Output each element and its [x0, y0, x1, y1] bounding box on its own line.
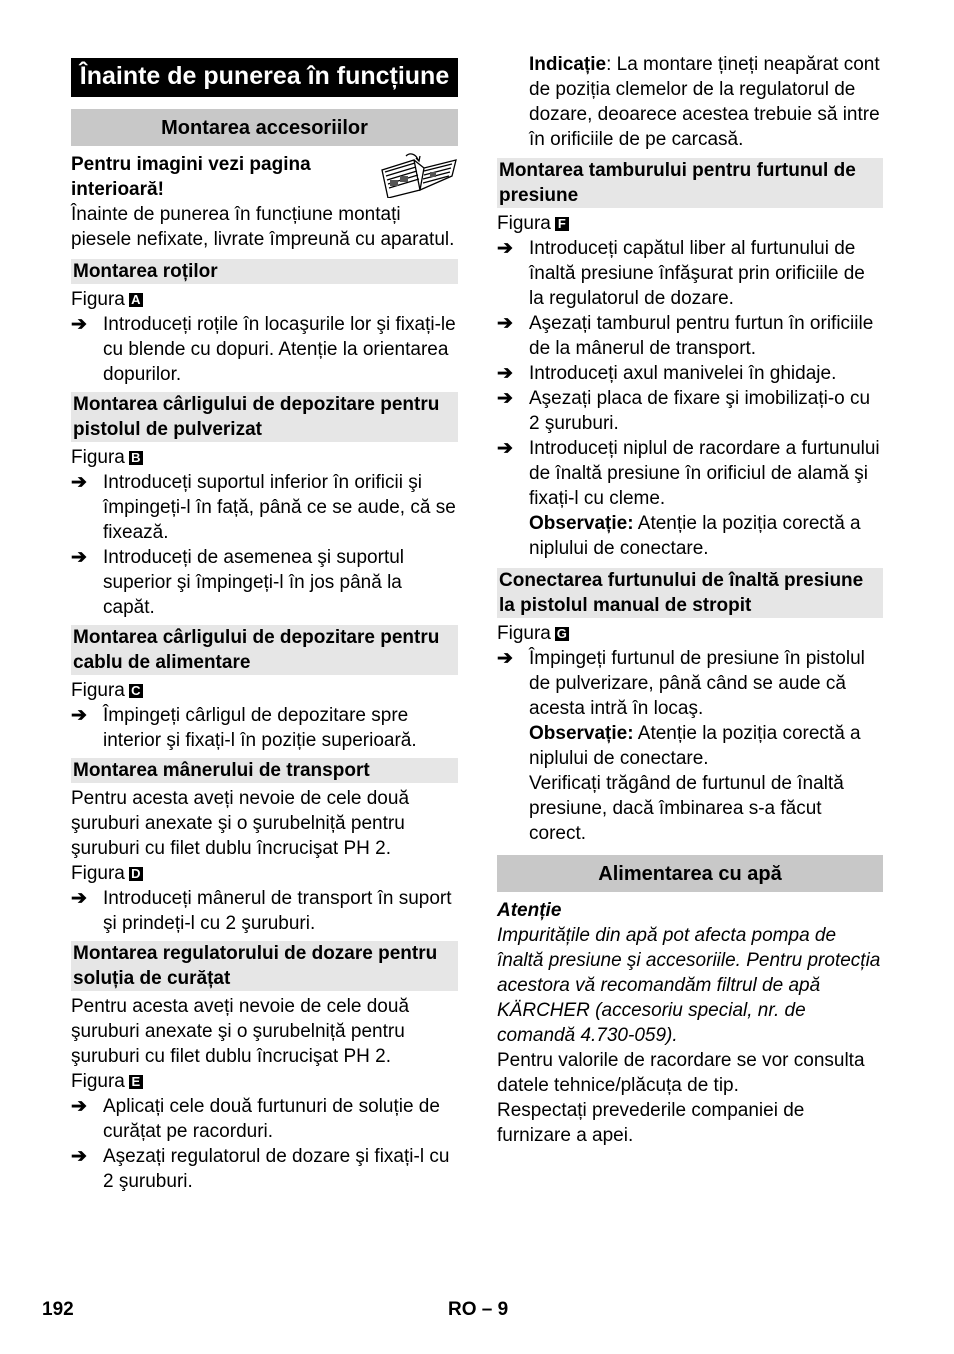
arrow-right-icon: ➔ — [71, 1146, 87, 1167]
page-number: 192 — [42, 1299, 74, 1320]
figure-letter-badge: B — [129, 451, 143, 465]
arrow-right-icon: ➔ — [71, 472, 87, 493]
subsection-header-carlig-pistol: Montarea cârligului de depozitare pentru pistolul de pulverizat — [71, 392, 458, 442]
subsection-header-tambur: Montarea tamburului pentru furtunul de presiune — [497, 158, 883, 208]
figure-reference: Figura D — [71, 861, 458, 886]
figure-letter-badge: F — [555, 217, 569, 231]
figure-reference: Figura B — [71, 445, 458, 470]
intro-text: Înainte de punerea în funcțiune montați piesele nefixate, livrate împreună cu aparatul. — [71, 204, 455, 250]
arrow-right-icon: ➔ — [497, 238, 513, 259]
arrow-right-icon: ➔ — [497, 363, 513, 384]
list-item: ➔ Aplicați cele două furtunuri de soluție de curățat pe racorduri. — [71, 1096, 440, 1142]
arrow-right-icon: ➔ — [497, 388, 513, 409]
figure-letter-badge: D — [129, 867, 143, 881]
subsection-header-regulator: Montarea regulatorului de dozare pentru soluția de curățat — [71, 941, 458, 991]
subsection-header-maner: Montarea mânerului de transport — [71, 758, 458, 783]
list-item: ➔ Introduceți capătul liber al furtunului de înaltă presiune înfăşurat prin orificiile de la regulatorul de dozare. — [497, 238, 865, 309]
subsection-header-carlig-cablu: Montarea cârligului de depozitare pentru cablu de alimentare — [71, 625, 458, 675]
indicatie-note: Indicație: La montare țineți neapărat cont de poziția clemelor de la regulatorul de dozare, deoarece acestea trebuie să intre în orificiile de pe carcasă. — [529, 54, 880, 150]
intro-block — [71, 152, 458, 252]
list-item: ➔ Introduceți roțile în locaşurile lor şi fixați-le cu blende cu dopuri. Atenție la orientarea dopurilor. — [71, 314, 456, 385]
list-item: ➔ Introduceți mânerul de transport în suport şi prindeți-l cu 2 şuruburi. — [71, 888, 452, 934]
arrow-right-icon: ➔ — [71, 314, 87, 335]
list-item: ➔ Aşezați placa de fixare şi imobilizați-o cu 2 şuruburi. — [497, 388, 871, 434]
list-item: ➔ Introduceți de asemenea şi suportul superior şi împingeți-l în jos până la capăt. — [71, 547, 405, 618]
arrow-right-icon: ➔ — [71, 705, 87, 726]
list-item: ➔ Împingeți cârligul de depozitare spre interior şi fixați-l în poziție superioară. — [71, 705, 417, 751]
apa-paragraph: Pentru valorile de racordare se vor consulta datele tehnice/plăcuța de tip. — [497, 1050, 865, 1096]
figure-reference: Figura E — [71, 1069, 458, 1094]
figure-reference: Figura G — [497, 623, 567, 644]
page-title: Înainte de punerea în funcțiune — [71, 58, 458, 97]
figure-reference: Figura F — [497, 211, 883, 236]
subsection-header-conectare: Conectarea furtunului de înaltă presiune la pistolul manual de stropit — [497, 568, 883, 618]
subsection-header-roti: Montarea roților — [71, 259, 458, 284]
figure-letter-badge: C — [129, 684, 143, 698]
atentie-label: Atenție — [497, 900, 562, 921]
arrow-right-icon: ➔ — [497, 648, 513, 669]
right-column — [497, 52, 883, 1148]
regulator-text: Pentru acesta aveți nevoie de cele două şuruburi anexate şi o şurubelniță pentru şuruburi cu filet dublu încrucişat PH 2. — [71, 996, 410, 1067]
intro-bold-note: Pentru imagini vezi pagina interioară! — [71, 154, 311, 200]
arrow-right-icon: ➔ — [71, 888, 87, 909]
verificare-text: Verificați trăgând de furtunul de înaltă presiune, dacă îmbinarea s-a făcut corect. — [529, 773, 844, 844]
list-item: ➔ Introduceți suportul inferior în orificii şi împingeți-l în față, până ce se aude, că se fixează. — [71, 472, 456, 543]
arrow-right-icon: ➔ — [71, 547, 87, 568]
figure-reference: Figura A — [71, 287, 458, 312]
figure-letter-badge: A — [129, 293, 143, 307]
list-item: ➔ Introduceți axul manivelei în ghidaje. — [497, 363, 837, 384]
observatie-note: Observație: Atenție la poziția corectă a niplului de conectare. — [529, 723, 861, 769]
section-header-accesorii: Montarea accesoriilor — [71, 109, 458, 146]
list-item: ➔ Aşezați tamburul pentru furtun în orificiile de la mânerul de transport. — [497, 313, 874, 359]
apa-paragraph: Respectați prevederile companiei de furnizare a apei. — [497, 1100, 805, 1146]
observatie-note: Observație: Atenție la poziția corectă a niplului de conectare. — [529, 513, 861, 559]
arrow-right-icon: ➔ — [497, 313, 513, 334]
atentie-text: Impuritățile din apă pot afecta pompa de înaltă presiune şi accesoriile. Pentru protecția acestora vă recomandăm filtrul de apă KÄRCHER (accesoriu special, nr. de comandă 4.730-059). — [497, 925, 881, 1046]
left-column — [71, 58, 458, 1194]
maner-text: Pentru acesta aveți nevoie de cele două şuruburi anexate şi o şurubelniță pentru şuruburi cu filet dublu încrucişat PH 2. — [71, 788, 410, 859]
figure-letter-badge: G — [556, 626, 567, 641]
page-label: RO – 9 — [448, 1299, 509, 1320]
figure-reference: Figura C — [71, 678, 458, 703]
list-item: ➔ Împingeți furtunul de presiune în pistolul de pulverizare, până când se aude că acesta intră în locaş. — [497, 648, 865, 719]
section-header-apa: Alimentarea cu apă — [497, 855, 883, 892]
arrow-right-icon: ➔ — [497, 438, 513, 459]
figure-letter-badge: E — [129, 1075, 143, 1089]
arrow-right-icon: ➔ — [71, 1096, 87, 1117]
open-book-icon — [376, 152, 458, 205]
list-item: ➔ Introduceți niplul de racordare a furtunului de înaltă presiune în orificiul de alamă şi fixați-l cu cleme. — [497, 438, 880, 509]
list-item: ➔ Aşezați regulatorul de dozare şi fixați-l cu 2 şuruburi. — [71, 1146, 450, 1192]
